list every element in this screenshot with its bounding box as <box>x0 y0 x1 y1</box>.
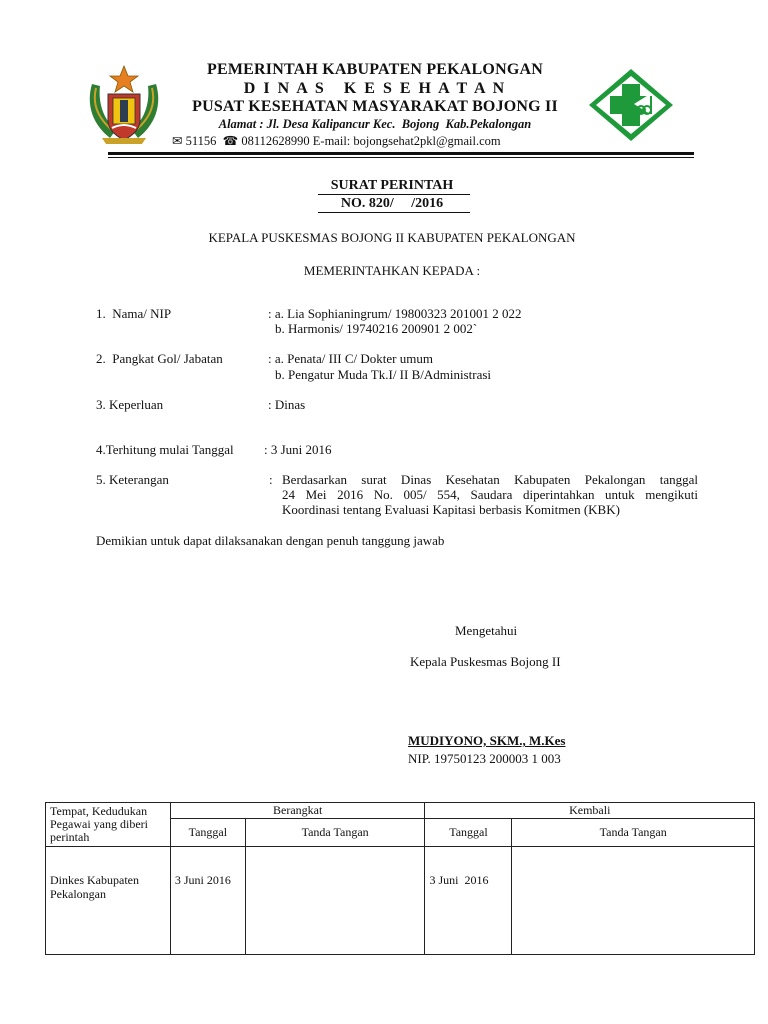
keterangan-line-1: Berdasarkan surat Dinas Kesehatan Kabupaten Pekalongan tanggal <box>282 472 698 487</box>
letterhead-address: Alamat : Jl. Desa Kalipancur Kec. Bojong Kab.Pekalongan <box>218 117 532 131</box>
signature-name: MUDIYONO, SKM., M.Kes <box>408 733 566 748</box>
table-header-kembali-ttd: Tanda Tangan <box>512 819 755 847</box>
table-cell-kembali-date: 3 Juni 2016 <box>425 847 512 955</box>
signature-mengetahui: Mengetahui <box>455 623 518 638</box>
item-pangkat-a: : a. Penata/ III C/ Dokter umum <box>268 351 433 366</box>
header-rule-thick <box>108 152 694 155</box>
item-keperluan-value: : Dinas <box>268 397 306 412</box>
email-address[interactable]: E-mail: bojongsehat2pkl@gmail.com <box>312 134 501 148</box>
letterhead-government: PEMERINTAH KABUPATEN PEKALONGAN <box>207 61 543 78</box>
table-header-berangkat-tanggal: Tanggal <box>170 819 245 847</box>
title-underline <box>318 194 470 195</box>
signature-position: Kepala Puskesmas Bojong II <box>410 654 561 669</box>
kabupaten-crest-logo <box>86 64 162 146</box>
item-pangkat-label: 2. Pangkat Gol/ Jabatan <box>96 351 223 366</box>
signature-nip: NIP. 19750123 200003 1 003 <box>408 751 561 766</box>
table-header-place: Tempat, Kedudukan Pegawai yang diberi perintah <box>46 803 171 847</box>
table-cell-berangkat-signature[interactable] <box>245 847 425 955</box>
closing-sentence: Demikian untuk dapat dilaksanakan dengan penuh tanggung jawab <box>96 533 445 548</box>
postal-code: 51156 <box>185 134 217 148</box>
letterhead-agency: D I N A S K E S E H A T A N <box>243 80 507 97</box>
table-header-kembali: Kembali <box>425 803 755 819</box>
phone-icon: ☎ <box>222 134 239 148</box>
keterangan-line-3: Koordinasi tentang Evaluasi Kapitasi berbasis Komitmen (KBK) <box>282 502 620 517</box>
item-keperluan-label: 3. Keperluan <box>96 397 164 412</box>
item-keterangan-colon: : <box>269 472 273 487</box>
keterangan-line-2: 24 Mei 2016 No. 005/ 554, Saudara diperintahkan untuk mengikuti <box>282 487 698 502</box>
document-title: SURAT PERINTAH <box>330 178 454 193</box>
table-header-berangkat: Berangkat <box>170 803 425 819</box>
header-rule-thin <box>108 157 694 158</box>
table-header-kembali-tanggal: Tanggal <box>425 819 512 847</box>
item-nama-b: b. Harmonis/ 19740216 200901 2 002` <box>275 321 478 336</box>
document-number: NO. 820/ /2016 <box>340 196 444 211</box>
issuer-line: KEPALA PUSKESMAS BOJONG II KABUPATEN PEKALONGAN <box>208 230 576 245</box>
number-underline <box>318 212 470 213</box>
table-cell-place: Dinkes Kabupaten Pekalongan <box>46 847 171 955</box>
letterhead-contacts <box>172 133 592 149</box>
table-row <box>46 847 755 955</box>
item-nama-a: : a. Lia Sophianingrum/ 19800323 201001 2 022 <box>268 306 522 321</box>
table-cell-kembali-signature[interactable] <box>512 847 755 955</box>
letterhead-unit: PUSAT KESEHATAN MASYARAKAT BOJONG II <box>192 98 558 115</box>
item-pangkat-b: b. Pengatur Muda Tk.I/ II B/Administrasi <box>275 367 492 382</box>
instruction-line: MEMERINTAHKAN KEPADA : <box>303 263 481 278</box>
table-header-berangkat-ttd: Tanda Tangan <box>245 819 425 847</box>
phone-number: 08112628990 <box>241 134 310 148</box>
item-terhitung-label: 4.Terhitung mulai Tanggal <box>96 442 234 457</box>
departure-return-table <box>45 802 755 955</box>
item-nama-label: 1. Nama/ NIP <box>96 306 172 321</box>
item-terhitung-value: : 3 Juni 2016 <box>264 442 332 457</box>
puskesmas-logo <box>586 66 676 144</box>
table-cell-berangkat-date: 3 Juni 2016 <box>170 847 245 955</box>
envelope-icon: ✉ <box>172 134 183 148</box>
item-keterangan-label: 5. Keterangan <box>96 472 169 487</box>
